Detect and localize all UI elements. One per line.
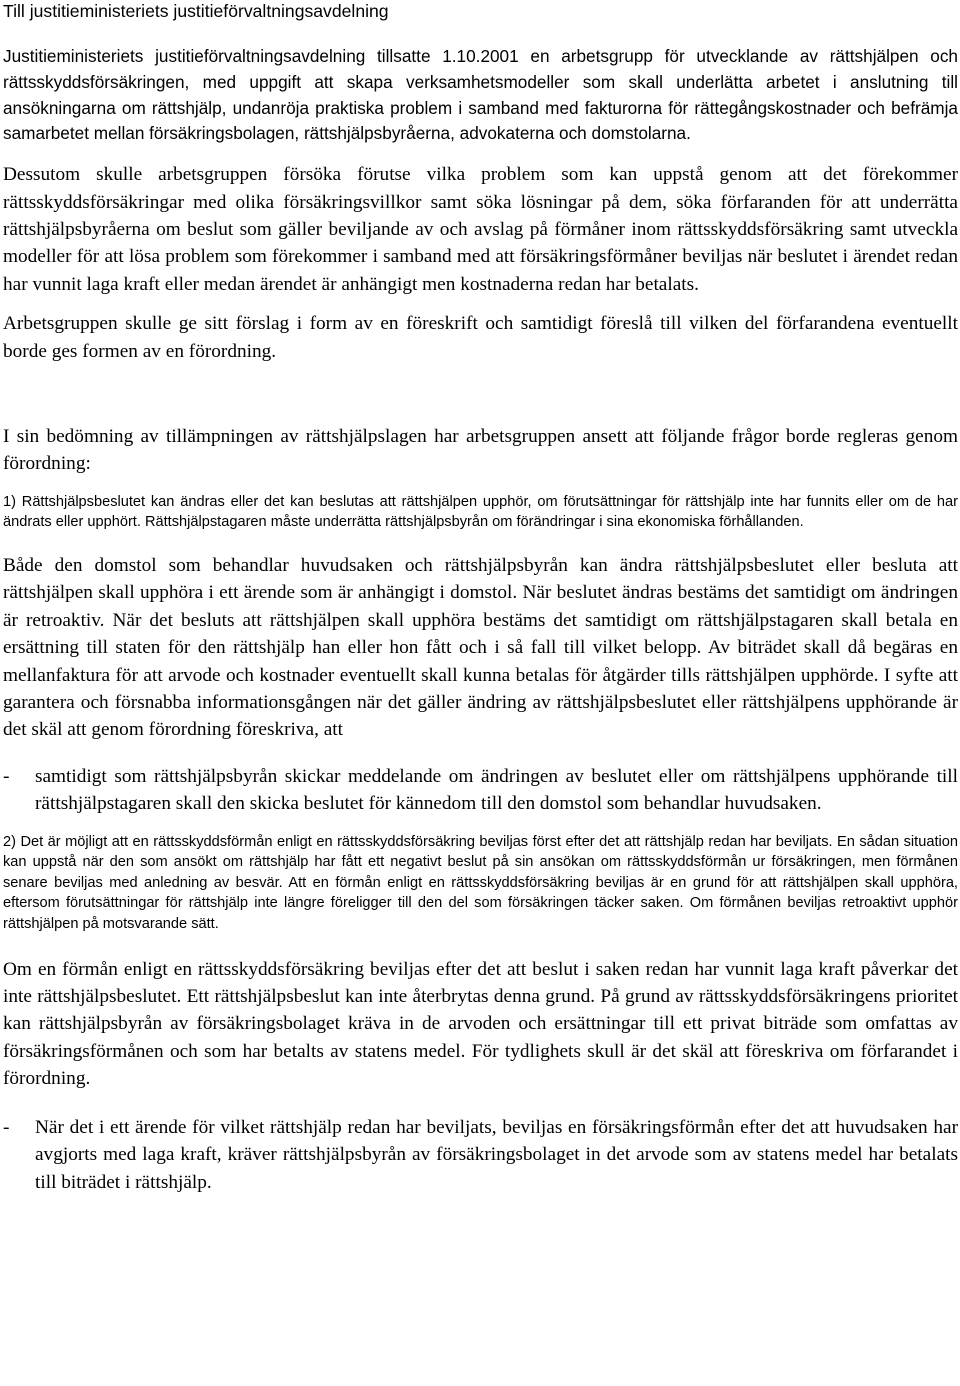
paragraph-intro: Justitieministeriets justitieförvaltningsavdelning tillsatte 1.10.2001 en arbetsgrupp för utvecklande av rättshjälpen och rättsskyddsförsäkringen, med uppgift att skapa verksamhetsmodeller som skall underlätta arbetet i anslutning till ansökningarna om rättshjälp, undanröja praktiska problem i samband med fakturorna för rättegångskostnader och befrämja samarbetet mellan försäkringsbolagen, rättshjälpsbyråerna, advokaterna och domstolarna. (3, 46, 958, 144)
list-dash-marker: - (3, 765, 10, 787)
paragraph-bade: Både den domstol som behandlar huvudsaken och rättshjälpsbyrån kan ändra rättshjälpsbeslutet eller besluta att rättshjälpen skall upphöra i ett ärende som är anhängigt i domstol. När beslutet ändras bestäms det samtidigt om ändringen är retroaktiv. När det besluts att rättshjälpen skall upphöra bestäms det samtidigt om rättshjälpstagaren skall betala en ersättning till staten för den rättshjälp han eller hon fått och i så fall till vilket belopp. Av biträdet skall då begäras en mellanfaktura för att arvode och kostnader eventuellt skall kunna betalas för åtgärder tills rättshjälpen upphörde. I syfte att garantera och försnabba informationsgången när det gäller ändring av rättshjälpsbeslutet eller rättshjälpens upphörande är det skäl att genom förordning föreskriva, att (3, 555, 958, 741)
list-dash-marker: - (3, 1116, 10, 1138)
paragraph-point-2: 2) Det är möjligt att en rättsskyddsförmån enligt en rättsskyddsförsäkring beviljas först efter det att rättshjälp redan har beviljats. En sådan situation kan uppstå när den som ansökt om rättshjälp har fått ett negativt beslut på sin ansökan om rättsskyddsförmån ur försäkringen, men förmånen senare beviljas med anledning av besvär. Att en förmån enligt en rättsskyddsförsäkring beviljas är en grund för att rättshjälpen skall upphöra, eftersom förutsättningar för rättshjälp inte längre föreligger till den del som försäkringen täcker saken. Om förmånen beviljas retroaktivt upphör rättshjälpen på motsvarande sätt. (3, 833, 958, 933)
paragraph-point-1: 1) Rättshjälpsbeslutet kan ändras eller det kan beslutas att rättshjälpen upphör, om förutsättningar för rättshjälp inte har funnits eller om de har ändrats eller upphört. Rättshjälpstagaren måste underrätta rättshjälpsbyrån om förändringar i sina ekonomiska förhållanden. (3, 493, 958, 531)
paragraph-arbetsgruppen: Arbetsgruppen skulle ge sitt förslag i form av en föreskrift och samtidigt föreslå till vilken del förfarandena eventuellt borde ges formen av en förordning. (3, 313, 958, 362)
paragraph-dessutom: Dessutom skulle arbetsgruppen försöka förutse vilka problem som kan uppstå genom att det förekommer rättsskyddsförsäkringar med olika försäkringsvillkor samt söka lösningar på dem, söka förfaranden för att underrätta rättshjälpsbyråerna om beslut som gäller beviljande av och avslag på förmåner inom rättsskyddsförsäkring samt utveckla modeller för att lösa problem som förekommer i samband med att försäkringsförmåner beviljas när beslutet i ärendet redan har vunnit laga kraft eller medan ärendet är anhängigt men kostnaderna redan har betalats. (3, 164, 958, 295)
list-item-text: samtidigt som rättshjälpsbyrån skickar meddelande om ändringen av beslutet eller om rättshjälpens upphörande till rättshjälpstagaren skall den skicka beslutet för kännedom till den domstol som behandlar huvudsaken. (35, 765, 958, 815)
list-item (3, 763, 958, 818)
paragraph-bedomning: I sin bedömning av tillämpningen av rättshjälpslagen har arbetsgruppen ansett att följande frågor borde regleras genom förordning: (3, 426, 958, 475)
list-item-text: När det i ett ärende för vilket rättshjälp redan har beviljats, beviljas en försäkringsförmån efter det att huvudsaken har avgjorts med laga kraft, kräver rättshjälpsbyrån av försäkringsbolaget in det arvode som av statens medel har betalats till biträdet i rättshjälp. (35, 1116, 958, 1193)
paragraph-om-en-forman: Om en förmån enligt en rättsskyddsförsäkring beviljas efter det att beslut i saken redan har vunnit laga kraft påverkar det inte rättshjälpsbeslutet. Ett rättshjälpsbeslut kan inte återbrytas denna grund. På grund av rättsskyddsförsäkringens prioritet kan rättshjälpsbyrån av försäkringsbolaget kräva in de arvoden och ersättningar till ett privat biträde som omfattas av försäkringsförmånen och som har betalts av statens medel. För tydlighets skull är det skäl att föreskriva om förfarandet i förordning. (3, 958, 958, 1090)
list-item (3, 1114, 958, 1196)
document-heading: Till justitieministeriets justitieförvaltningsavdelning (3, 1, 389, 21)
